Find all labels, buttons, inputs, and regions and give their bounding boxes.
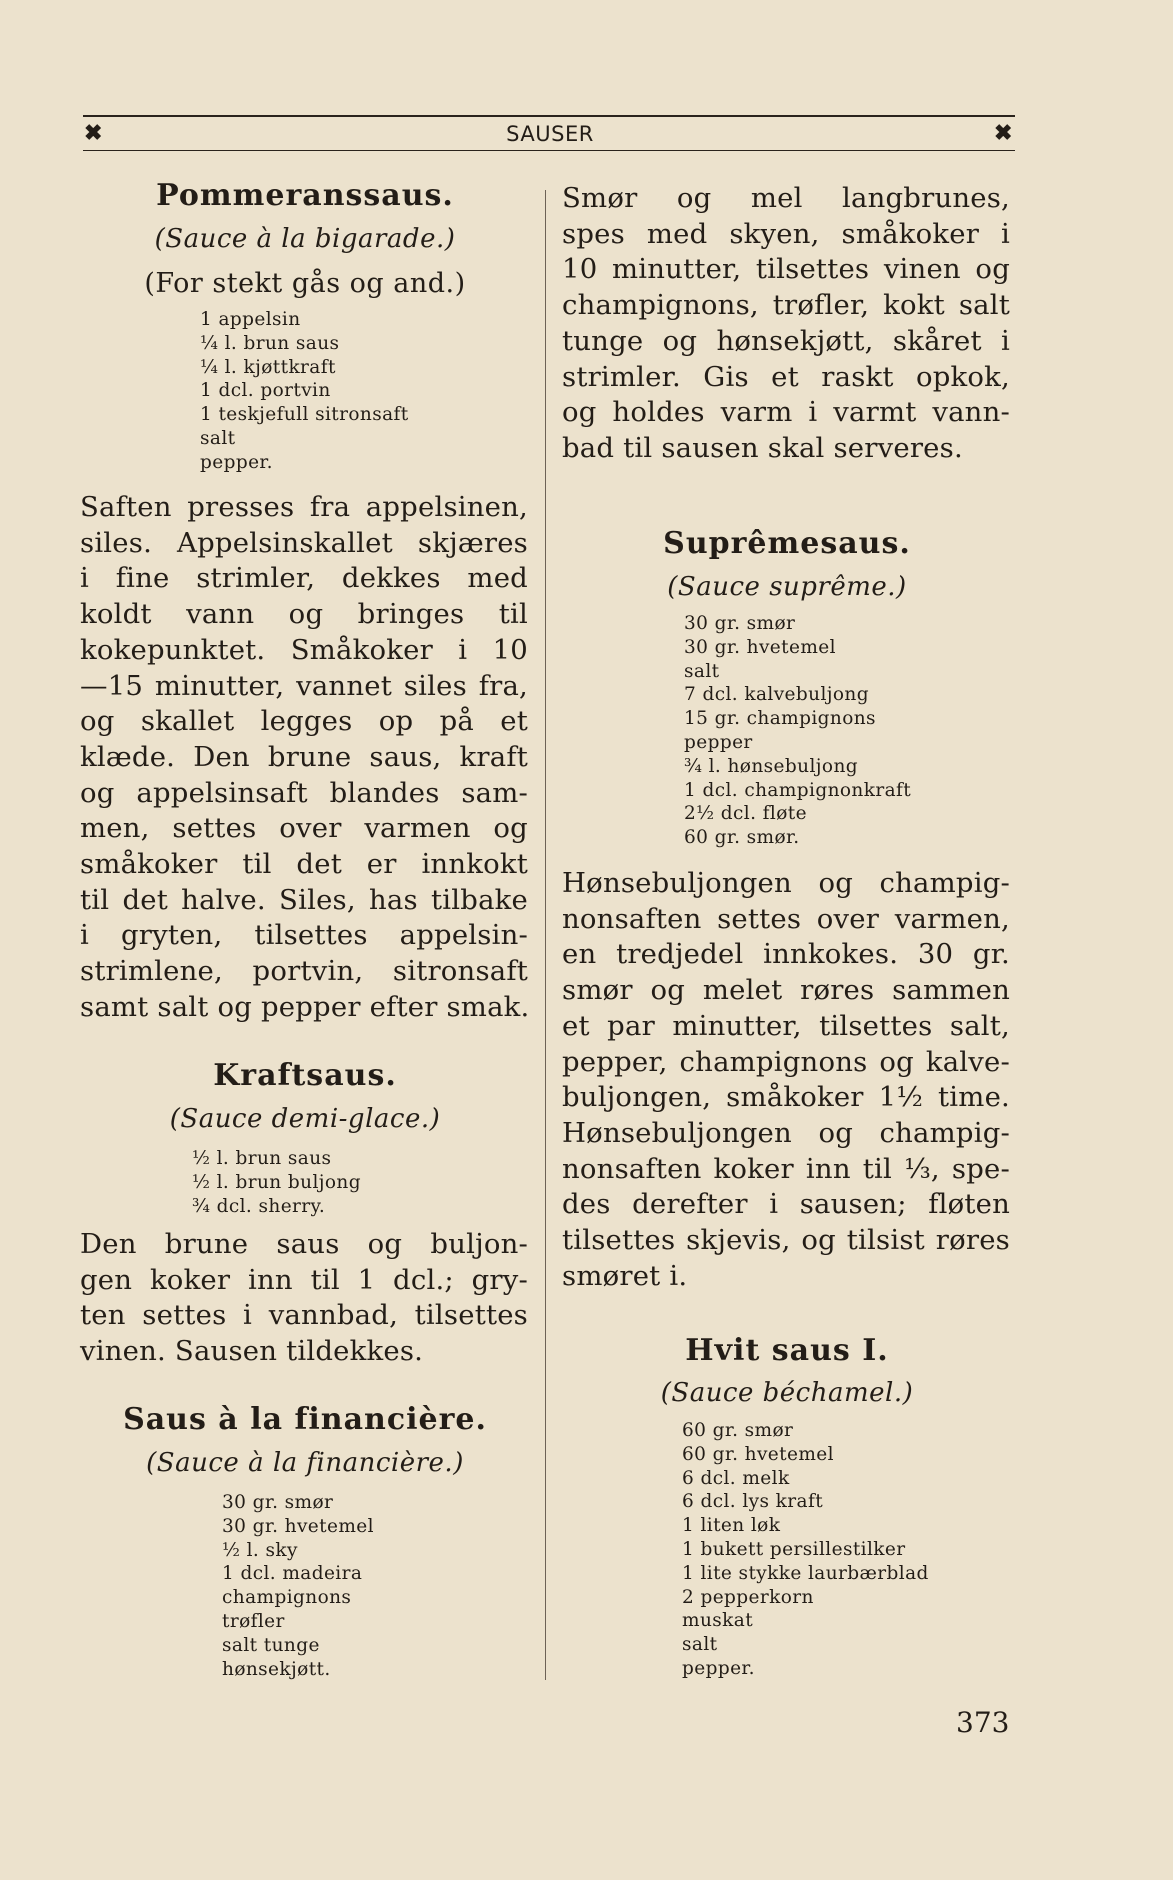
running-head: SAUSER (506, 122, 594, 146)
text-line: siles. Appelsinskallet skjæres (80, 526, 528, 559)
ingredient: 2 pepperkorn (682, 1586, 814, 1608)
text-line: og holdes varm i varmt vann- (562, 396, 1010, 429)
ingredient: 1 liten løk (682, 1515, 781, 1537)
ingredient: ¾ dcl. sherry. (192, 1195, 326, 1217)
ingredient: 30 gr. hvetemel (222, 1515, 374, 1537)
recipe-note-pommeranssaus: (For stekt gås og and.) (144, 268, 466, 299)
text-line: smøret i. (562, 1259, 688, 1292)
recipe-text-kraftsaus (80, 1227, 528, 1370)
header-ornament-left: ✖ (84, 120, 103, 146)
ingredient: pepper (684, 731, 753, 753)
ingredient: ¼ l. kjøttkraft (200, 356, 336, 378)
recipe-subtitle-pommeranssaus: (Sauce à la bigarade.) (154, 224, 456, 254)
text-line: bad til sausen skal serveres. (562, 431, 963, 464)
text-line: Hønsebuljongen og champig- (562, 867, 1010, 899)
text-line: en tredjedel innkokes. 30 gr. (562, 938, 1010, 971)
page-number: 373 (956, 1706, 1010, 1739)
recipe-title-pommeranssaus: Pommeranssaus. (156, 178, 454, 213)
ingredient: 6 dcl. lys kraft (682, 1491, 824, 1513)
text-line: nonsaften settes over varmen, (562, 902, 1010, 935)
text-line: nonsaften koker inn til ⅓, spe- (562, 1152, 1010, 1185)
ingredient-list-financiere (222, 1491, 374, 1681)
ingredient: pepper. (200, 451, 273, 473)
recipe-subtitle-financiere: (Sauce à la financière.) (146, 1448, 464, 1478)
text-line: tunge og hønsekjøtt, skåret i (562, 324, 1010, 357)
recipe-subtitle-kraftsaus: (Sauce demi-glace.) (169, 1104, 441, 1134)
ingredient: 30 gr. smør (684, 613, 796, 634)
recipe-title-hvit-saus: Hvit saus I. (685, 1333, 889, 1368)
text-line: koldt vann og bringes til (80, 598, 528, 631)
ingredient: ½ l. brun buljong (192, 1171, 361, 1193)
column-divider (545, 190, 546, 1680)
text-line: men, settes over varmen og (80, 812, 528, 845)
ingredient: trøfler (222, 1610, 285, 1632)
text-line: til det halve. Siles, has tilbake (80, 883, 528, 916)
ingredient: salt (684, 660, 720, 682)
text-line: et par minutter, tilsettes salt, (562, 1009, 1010, 1042)
ingredient: ½ l. brun saus (192, 1148, 332, 1169)
ingredient-list-hvit-saus (682, 1419, 929, 1681)
ingredient: 1 teskjefull sitronsaft (200, 404, 409, 426)
header-rule-top (83, 115, 1015, 117)
text-line: strimlene, portvin, sitronsaft (80, 955, 528, 988)
recipe-title-financiere: Saus à la financière. (123, 1402, 487, 1437)
ingredient: 60 gr. smør. (684, 827, 800, 849)
text-line: —15 minutter, vannet siles fra, (80, 669, 528, 702)
ingredient: 15 gr. champignons (684, 708, 876, 730)
ingredient: 6 dcl. melk (682, 1467, 790, 1489)
ingredient: salt (682, 1634, 718, 1656)
recipe-title-supreme: Suprêmesaus. (663, 526, 911, 561)
text-line: des derefter i sausen; fløten (562, 1188, 1010, 1221)
ingredient: 60 gr. hvetemel (682, 1443, 834, 1465)
ingredient: ¼ l. brun saus (200, 332, 340, 354)
recipe-text-pommeranssaus (80, 490, 528, 1026)
header-ornament-right: ✖ (994, 120, 1013, 146)
text-line: 10 minutter, tilsettes vinen og (562, 253, 1010, 286)
ingredient: ¾ l. hønsebuljong (684, 755, 859, 777)
ingredient: 1 dcl. champignonkraft (684, 779, 912, 801)
ingredient: 1 appelsin (200, 309, 301, 330)
ingredient: 7 dcl. kalvebuljong (684, 684, 869, 706)
ingredient: 60 gr. smør (682, 1420, 794, 1441)
ingredient-list-supreme (684, 612, 911, 850)
ingredient: pepper. (682, 1657, 755, 1679)
ingredient: muskat (682, 1610, 754, 1632)
text-line: champignons, trøfler, kokt salt (562, 289, 1010, 322)
ingredient: 1 dcl. madeira (222, 1563, 363, 1585)
text-line: Saften presses fra appelsinen, (80, 491, 528, 523)
ingredient: salt tunge (222, 1634, 320, 1656)
text-line: kokepunktet. Småkoker i 10 (80, 633, 528, 666)
recipe-subtitle-supreme: (Sauce suprême.) (667, 572, 907, 602)
ingredient: 1 dcl. portvin (200, 380, 331, 402)
ingredient: 30 gr. hvetemel (684, 636, 836, 658)
recipe-text-financiere-continued (562, 181, 1010, 467)
text-line: Smør og mel langbrunes, (562, 182, 1010, 214)
text-line: og skallet legges op på et (80, 705, 528, 738)
ingredient: 1 lite stykke laurbærblad (682, 1562, 929, 1584)
text-line: ten settes i vannbad, tilsettes (80, 1299, 528, 1332)
text-line: samt salt og pepper efter smak. (80, 990, 530, 1023)
text-line: spes med skyen, småkoker i (562, 217, 1010, 250)
ingredient: 2½ dcl. fløte (684, 803, 807, 825)
text-line: pepper, champignons og kalve- (562, 1045, 1010, 1078)
ingredient: salt (200, 427, 236, 449)
text-line: småkoker til det er innkokt (80, 848, 528, 881)
text-line: Den brune saus og buljon- (80, 1228, 528, 1260)
recipe-text-supreme (562, 866, 1010, 1294)
text-line: klæde. Den brune saus, kraft (80, 740, 528, 773)
ingredient-list-kraftsaus (192, 1147, 361, 1218)
text-line: vinen. Sausen tildekkes. (80, 1335, 424, 1368)
text-line: tilsettes skjevis, og tilsist røres (562, 1224, 1010, 1257)
text-line: strimler. Gis et raskt opkok, (562, 360, 1010, 393)
text-line: Hønsebuljongen og champig- (562, 1116, 1010, 1149)
text-line: i gryten, tilsettes appelsin- (80, 919, 528, 952)
ingredient: champignons (222, 1587, 352, 1609)
text-line: smør og melet røres sammen (562, 974, 1010, 1007)
ingredient-list-pommeranssaus (200, 308, 409, 475)
recipe-title-kraftsaus: Kraftsaus. (213, 1058, 397, 1093)
text-line: og appelsinsaft blandes sam- (80, 776, 528, 809)
text-line: gen koker inn til 1 dcl.; gry- (80, 1263, 528, 1296)
recipe-subtitle-hvit-saus: (Sauce béchamel.) (660, 1378, 914, 1408)
ingredient: 30 gr. smør (222, 1492, 334, 1513)
text-line: i fine strimler, dekkes med (80, 562, 528, 595)
ingredient: hønsekjøtt. (222, 1658, 331, 1680)
text-line: buljongen, småkoker 1½ time. (562, 1081, 1010, 1114)
ingredient: 1 bukett persillestilker (682, 1538, 906, 1560)
header-rule-bottom (83, 150, 1015, 151)
ingredient: ½ l. sky (222, 1539, 298, 1561)
